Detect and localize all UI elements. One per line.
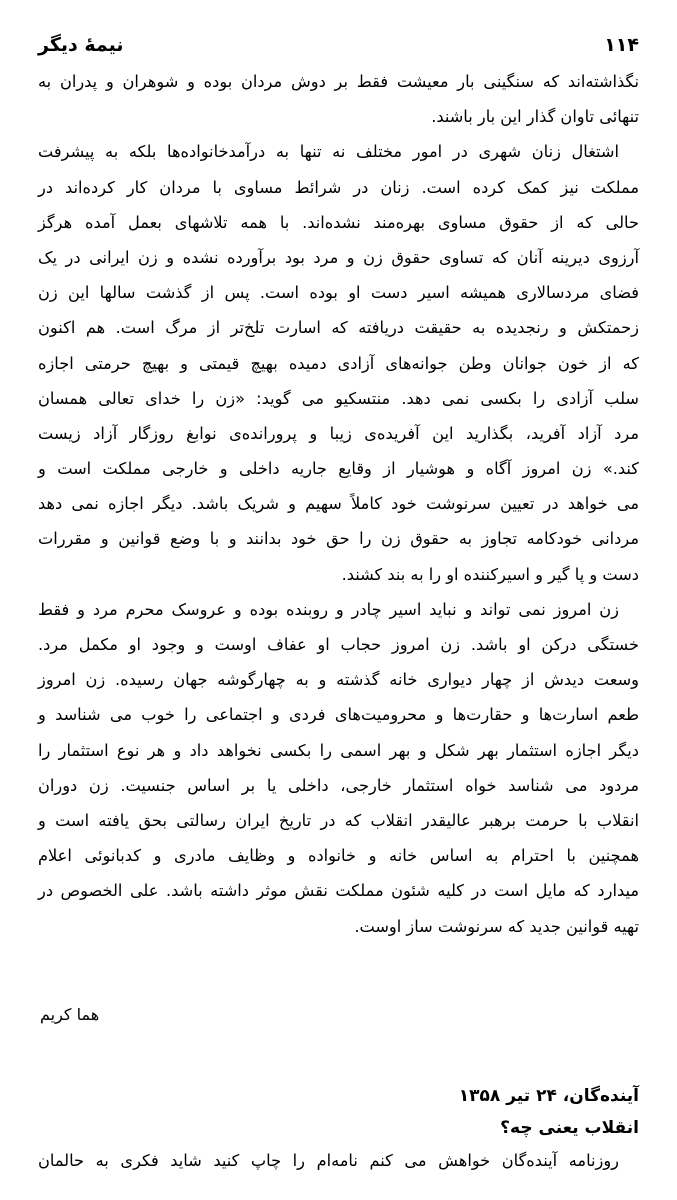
text-line: مردود می شناسد خواه استثمار خارجی، داخلی یا بر اساس جنسیت. زن دوران — [38, 775, 639, 795]
article-source: آینده‌گان، ۲۴ تیر ۱۳۵۸ — [458, 1086, 639, 1106]
author-signature: هما کریم — [40, 1005, 100, 1024]
article-first-line: روزنامه آینده‌گان خواهش می کنم نامه‌ام را چاپ کنید شاید فکری به حالمان — [38, 1151, 619, 1170]
text-line: میدارد که مایل است در کلیه شئون مملکت نقش موثر داشته باشد. علی الخصوص در — [38, 881, 639, 901]
page-number: ۱۱۴ — [604, 34, 639, 56]
text-line: وسعت دیدش از چهار دیواری خانه گذشته و به چهارگوشه جهان رسیده. زن امروز — [38, 670, 639, 690]
running-head — [38, 30, 639, 60]
article-title: انقلاب یعنی چه؟ — [500, 1118, 639, 1138]
book-title: نیمهٔ دیگر — [38, 34, 124, 56]
text-line: می خواهد در تعیین سرنوشت خود کاملاً سهیم و شریک باشد. دیگر اجازه نمی دهد — [38, 494, 639, 514]
text-line: خستگی درکن او باشد. زن امروز حجاب او عفاف اوست و وجود او مکمل مرد. — [38, 635, 639, 654]
text-line: حالی که از حقوق مساوی بهره‌مند نشده‌اند. با همه تلاشهای بعمل آمده هرگز — [38, 212, 639, 232]
text-line: طعم اسارت‌ها و حقارت‌ها و محرومیت‌های فردی و اجتماعی را خوب می شناسد و — [38, 705, 639, 725]
next-article — [38, 1080, 639, 1178]
body-text — [38, 64, 639, 944]
text-line: همچنین با احترام به اساس خانه و خانواده و وظایف مادری و کدبانوئی اعلام — [38, 846, 639, 866]
text-line: تهیه قوانین جدید که سرنوشت ساز اوست. — [354, 916, 639, 936]
text-line: فضای مردسالاری همیشه اسیر دست او بوده است. پس از گذشت سالها این زن — [38, 283, 639, 303]
text-line: مردانی خودکامه تجاوز به حقوق زن را حق خود بدانند و با وضع قوانین و مقررات — [38, 529, 639, 549]
text-line: تنهائی تاوان گذار این بار باشند. — [431, 107, 639, 127]
text-line: آرزوی دیرینه آنان که تساوی حقوق زن و مرد بود برآورده نشده و زن ایرانی در یک — [38, 247, 639, 267]
text-line: اشتغال زنان شهری در امور مختلف نه تنها به درآمدخانواده‌ها بلکه به پیشرفت — [38, 142, 619, 162]
text-line: که از خون جوانان وطن جوانه‌های آزادی دمیده بهیچ قیمتی و بهیچ حرمتی اجازه — [38, 353, 639, 373]
text-line: نگذاشته‌اند که سنگینی بار معیشت فقط بر دوش مردان بوده و شوهران و پدران به — [38, 72, 639, 91]
text-line: دیگر اجازه استثمار بهر شکل و بهر اسمی را بکسی نخواهد داد و هر نوع استثمار را — [38, 740, 639, 760]
text-line: انقلاب با حرمت برهبر عالیقدر انقلاب که در تاریخ ایران رسالتی بحق یافته است و — [38, 810, 639, 830]
text-line: مرد آزاد آفرید، بگذارید این آفریده‌ی زیبا و پرورانده‌ی نوابغ روزگار آزاد زیست — [38, 423, 639, 443]
text-line: کند.» زن امروز آگاه و هوشیار از وقایع جاریه داخلی و خارجی مملکت است و — [38, 459, 639, 479]
text-line: زن امروز نمی تواند و نباید اسیر چادر و روبنده بوده و عروسک محرم مرد و فقط — [38, 599, 619, 619]
text-line: دست و پا گیر و اسیرکننده او را به بند کشند. — [341, 564, 639, 584]
text-line: مملکت نیز کمک کرده است. زنان در شرائط مساوی با مردان کار کرده‌اند در — [38, 177, 639, 197]
text-line: سلب آزادی را بکسی نمی دهد. منتسکیو می گوید: «زن را خدای تعالی همسان — [38, 388, 639, 408]
text-line: زحمتکش و رنجدیده به حقیقت دریافته که اسارت تلخ‌تر از مرگ است. هم اکنون — [38, 318, 639, 338]
